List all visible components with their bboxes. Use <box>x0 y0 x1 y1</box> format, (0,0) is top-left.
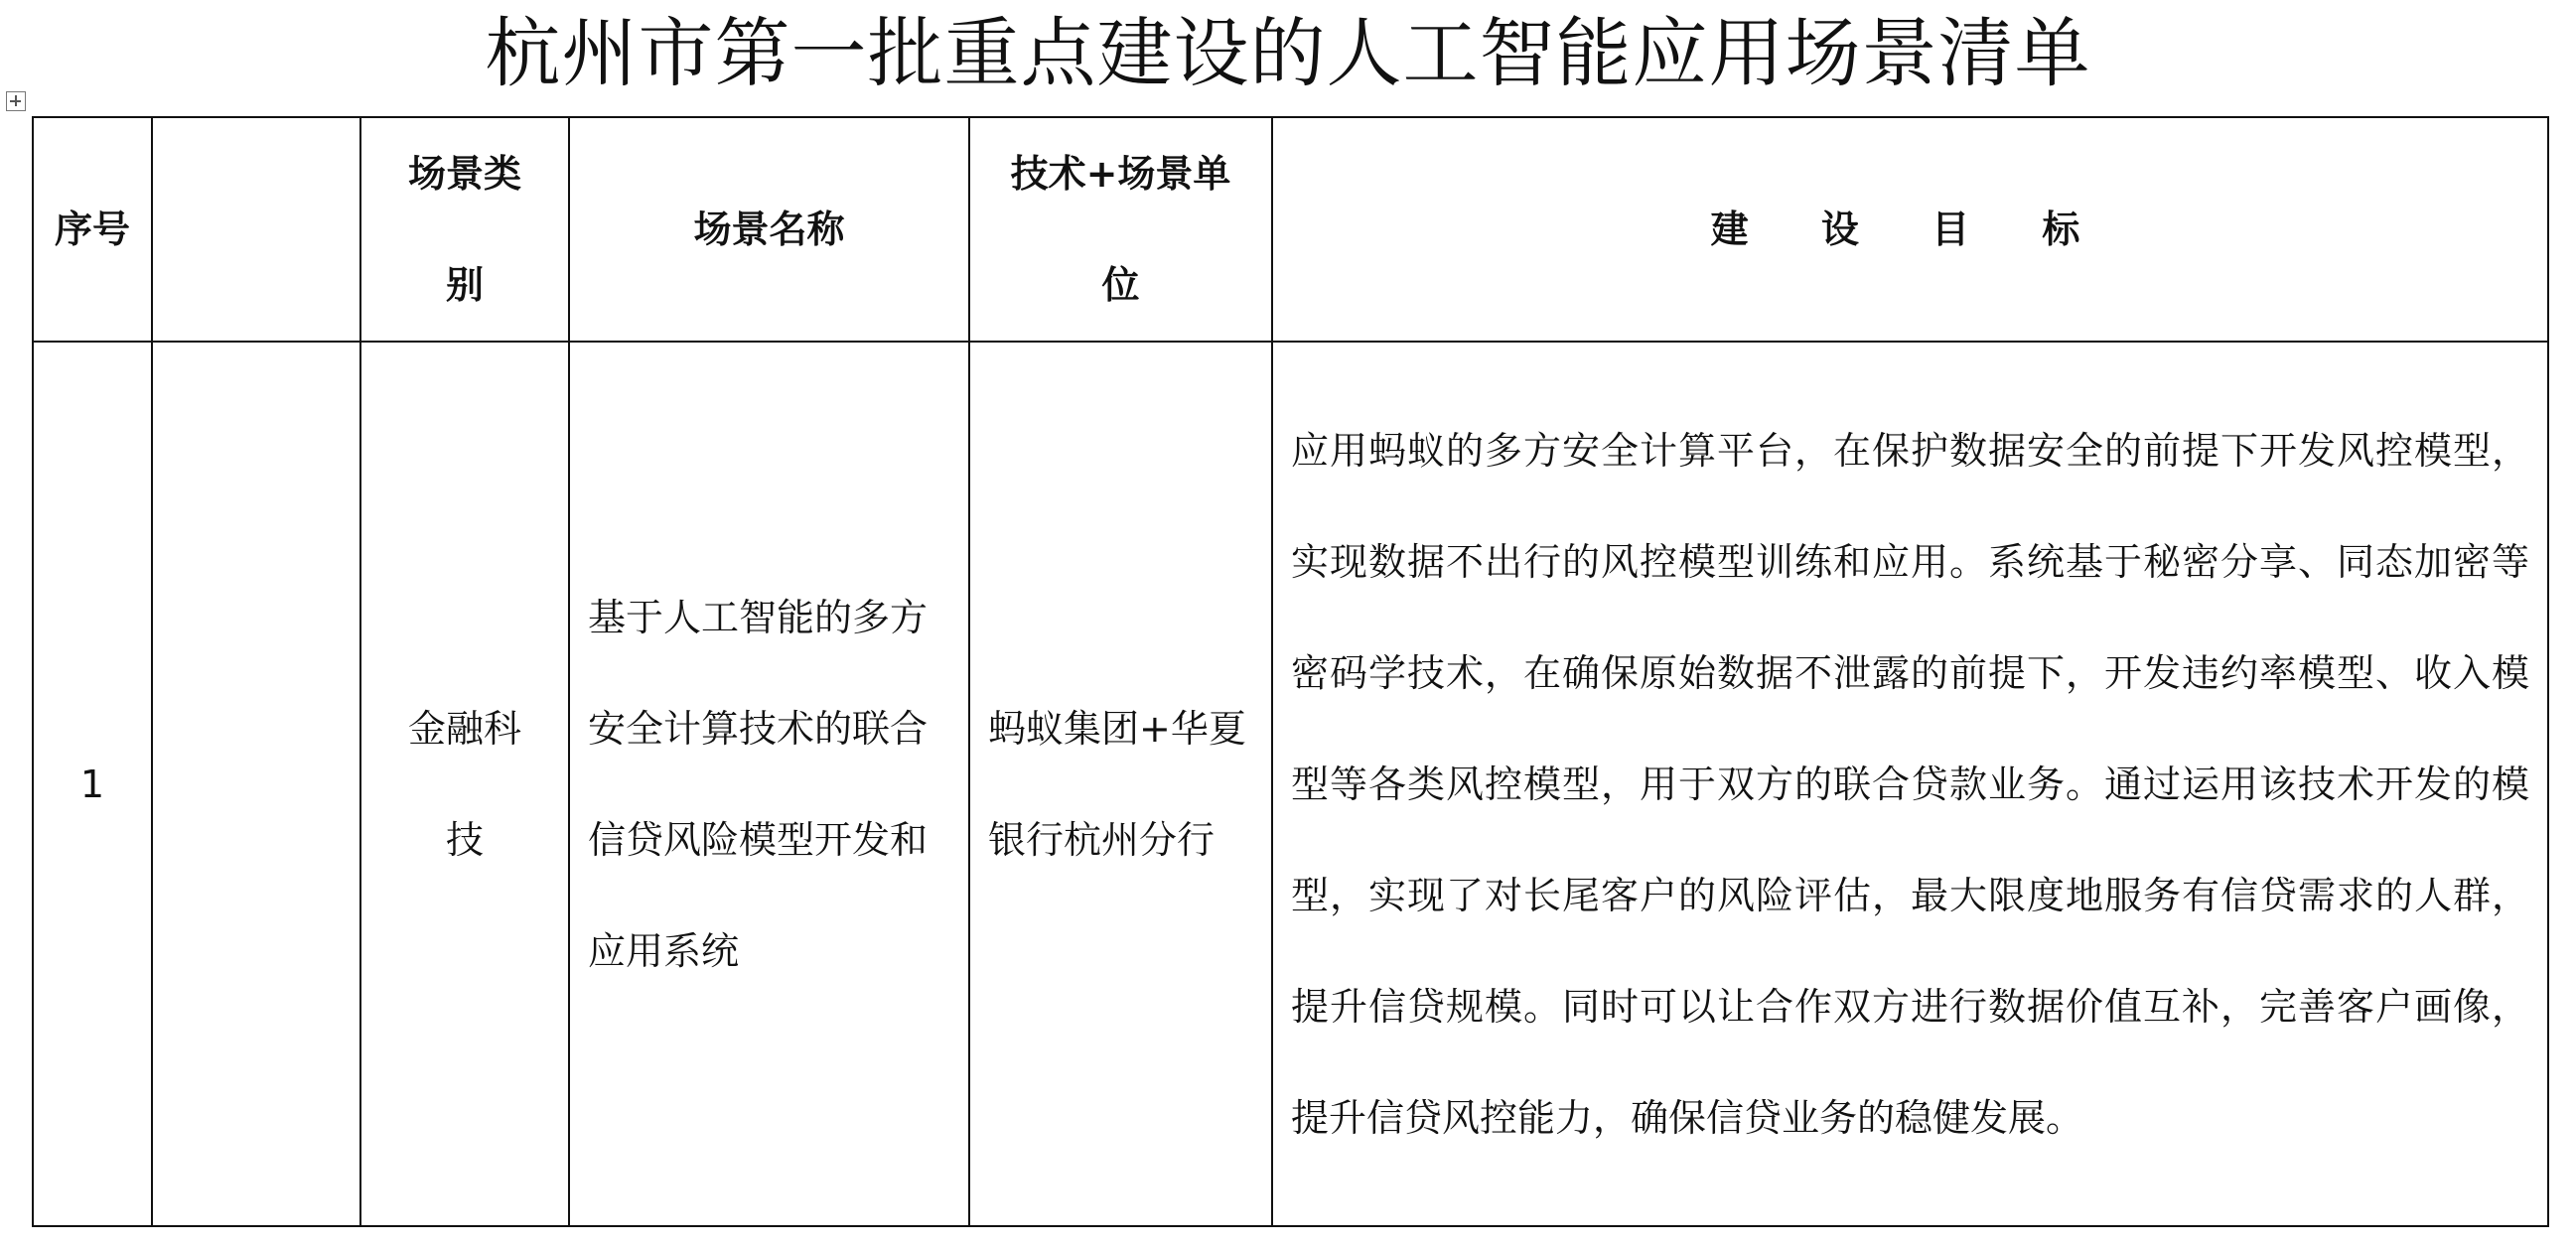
scene-list-table <box>32 116 2549 1227</box>
header-scene-name: 场景名称 <box>569 117 969 342</box>
cell-tech-unit: 蚂蚁集团+华夏银行杭州分行 <box>969 342 1272 1226</box>
header-blank <box>152 117 360 342</box>
page-title: 杭州市第一批重点建设的人工智能应用场景清单 <box>485 9 2091 97</box>
cell-blank <box>152 342 360 1226</box>
table-header-row <box>33 117 2548 342</box>
cell-scene-name: 基于人工智能的多方安全计算技术的联合信贷风险模型开发和应用系统 <box>569 342 969 1226</box>
cell-category: 金融科技 <box>360 342 569 1226</box>
header-goal: 建 设 目 标 <box>1272 117 2548 342</box>
cell-goal: 应用蚂蚁的多方安全计算平台，在保护数据安全的前提下开发风控模型，实现数据不出行的风控模型训练和应用。系统基于秘密分享、同态加密等密码学技术，在确保原始数据不泄露的前提下，开发违约率模型、收入模型等各类风控模型，用于双方的联合贷款业务。通过运用该技术开发的模型，实现了对长尾客户的风险评估，最大限度地服务有信贷需求的人群，提升信贷规模。同时可以让合作双方进行数据价值互补，完善客户画像，提升信贷风控能力，确保信贷业务的稳健发展。 <box>1272 342 2548 1226</box>
table-row <box>33 342 2548 1226</box>
cell-index: 1 <box>33 342 152 1226</box>
header-tech-unit: 技术+场景单位 <box>969 117 1272 342</box>
table-move-handle-icon[interactable] <box>6 91 26 111</box>
header-index: 序号 <box>33 117 152 342</box>
header-category: 场景类别 <box>360 117 569 342</box>
